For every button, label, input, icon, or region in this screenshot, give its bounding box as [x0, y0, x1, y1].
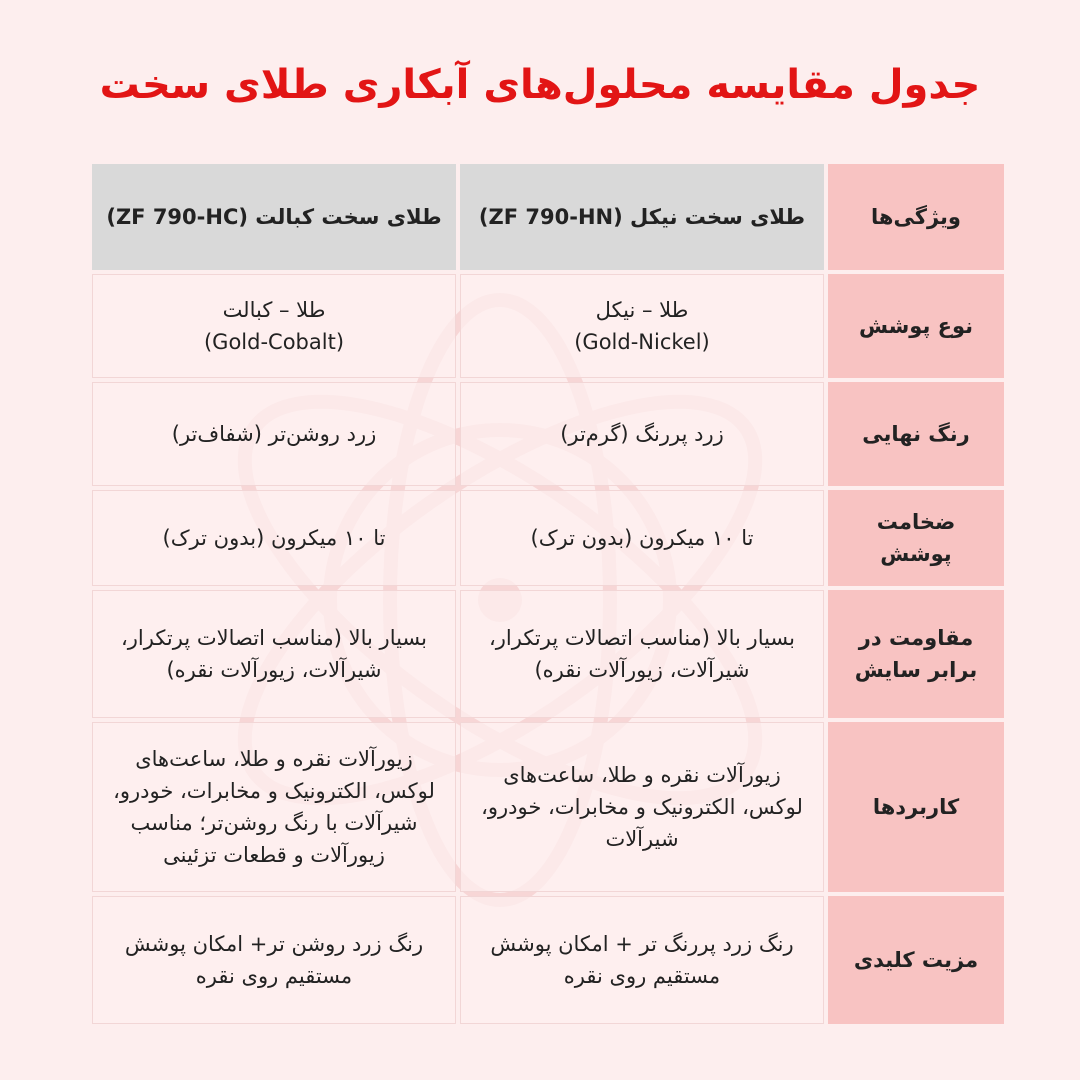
cobalt-cell: زیورآلات نقره و طلا، ساعت‌های لوکس، الکترونیک و مخابرات، خودرو، شیرآلات با رنگ روشن‌تر؛ مناسب زیورآلات و قطعات تزئینی [92, 722, 456, 892]
nickel-cell: زیورآلات نقره و طلا، ساعت‌های لوکس، الکترونیک و مخابرات، خودرو، شیرآلات [460, 722, 824, 892]
row-feature: نوع پوشش [828, 274, 1004, 378]
table-row [92, 722, 1004, 892]
table-header-row [92, 164, 1004, 270]
nickel-cell: تا ۱۰ میکرون (بدون ترک) [460, 490, 824, 586]
page-title: جدول مقایسه محلول‌های آبکاری طلای سخت [99, 62, 981, 108]
table-row [92, 896, 1004, 1024]
table-row [92, 274, 1004, 378]
cobalt-cell [92, 274, 456, 378]
cobalt-cell: رنگ زرد روشن تر+ امکان پوشش مستقیم روی نقره [92, 896, 456, 1024]
nickel-cell: زرد پررنگ (گرم‌تر) [460, 382, 824, 486]
table-row [92, 590, 1004, 718]
table-row [92, 490, 1004, 586]
row-feature: مزیت کلیدی [828, 896, 1004, 1024]
cobalt-cell: زرد روشن‌تر (شفاف‌تر) [92, 382, 456, 486]
header-cobalt: طلای سخت کبالت (ZF 790-HC) [92, 164, 456, 270]
nickel-cell: رنگ زرد پررنگ تر + امکان پوشش مستقیم روی نقره [460, 896, 824, 1024]
cobalt-cell: تا ۱۰ میکرون (بدون ترک) [92, 490, 456, 586]
table-row [92, 382, 1004, 486]
row-feature: ضخامت پوشش [828, 490, 1004, 586]
nickel-coating-fa: طلا – نیکل [595, 298, 689, 322]
cobalt-coating-fa: طلا – کبالت [222, 298, 326, 322]
cobalt-coating-en: (Gold-Cobalt) [203, 330, 345, 354]
comparison-table [88, 160, 1008, 1028]
nickel-coating-en: (Gold-Nickel) [574, 330, 710, 354]
header-nickel: طلای سخت نیکل (ZF 790-HN) [460, 164, 824, 270]
nickel-cell: بسیار بالا (مناسب اتصالات پرتکرار، شیرآلات، زیورآلات نقره) [460, 590, 824, 718]
header-features: ویژگی‌ها [828, 164, 1004, 270]
nickel-cell [460, 274, 824, 378]
row-feature: رنگ نهایی [828, 382, 1004, 486]
row-feature: کاربردها [828, 722, 1004, 892]
row-feature: مقاومت در برابر سایش [828, 590, 1004, 718]
cobalt-cell: بسیار بالا (مناسب اتصالات پرتکرار، شیرآلات، زیورآلات نقره) [92, 590, 456, 718]
